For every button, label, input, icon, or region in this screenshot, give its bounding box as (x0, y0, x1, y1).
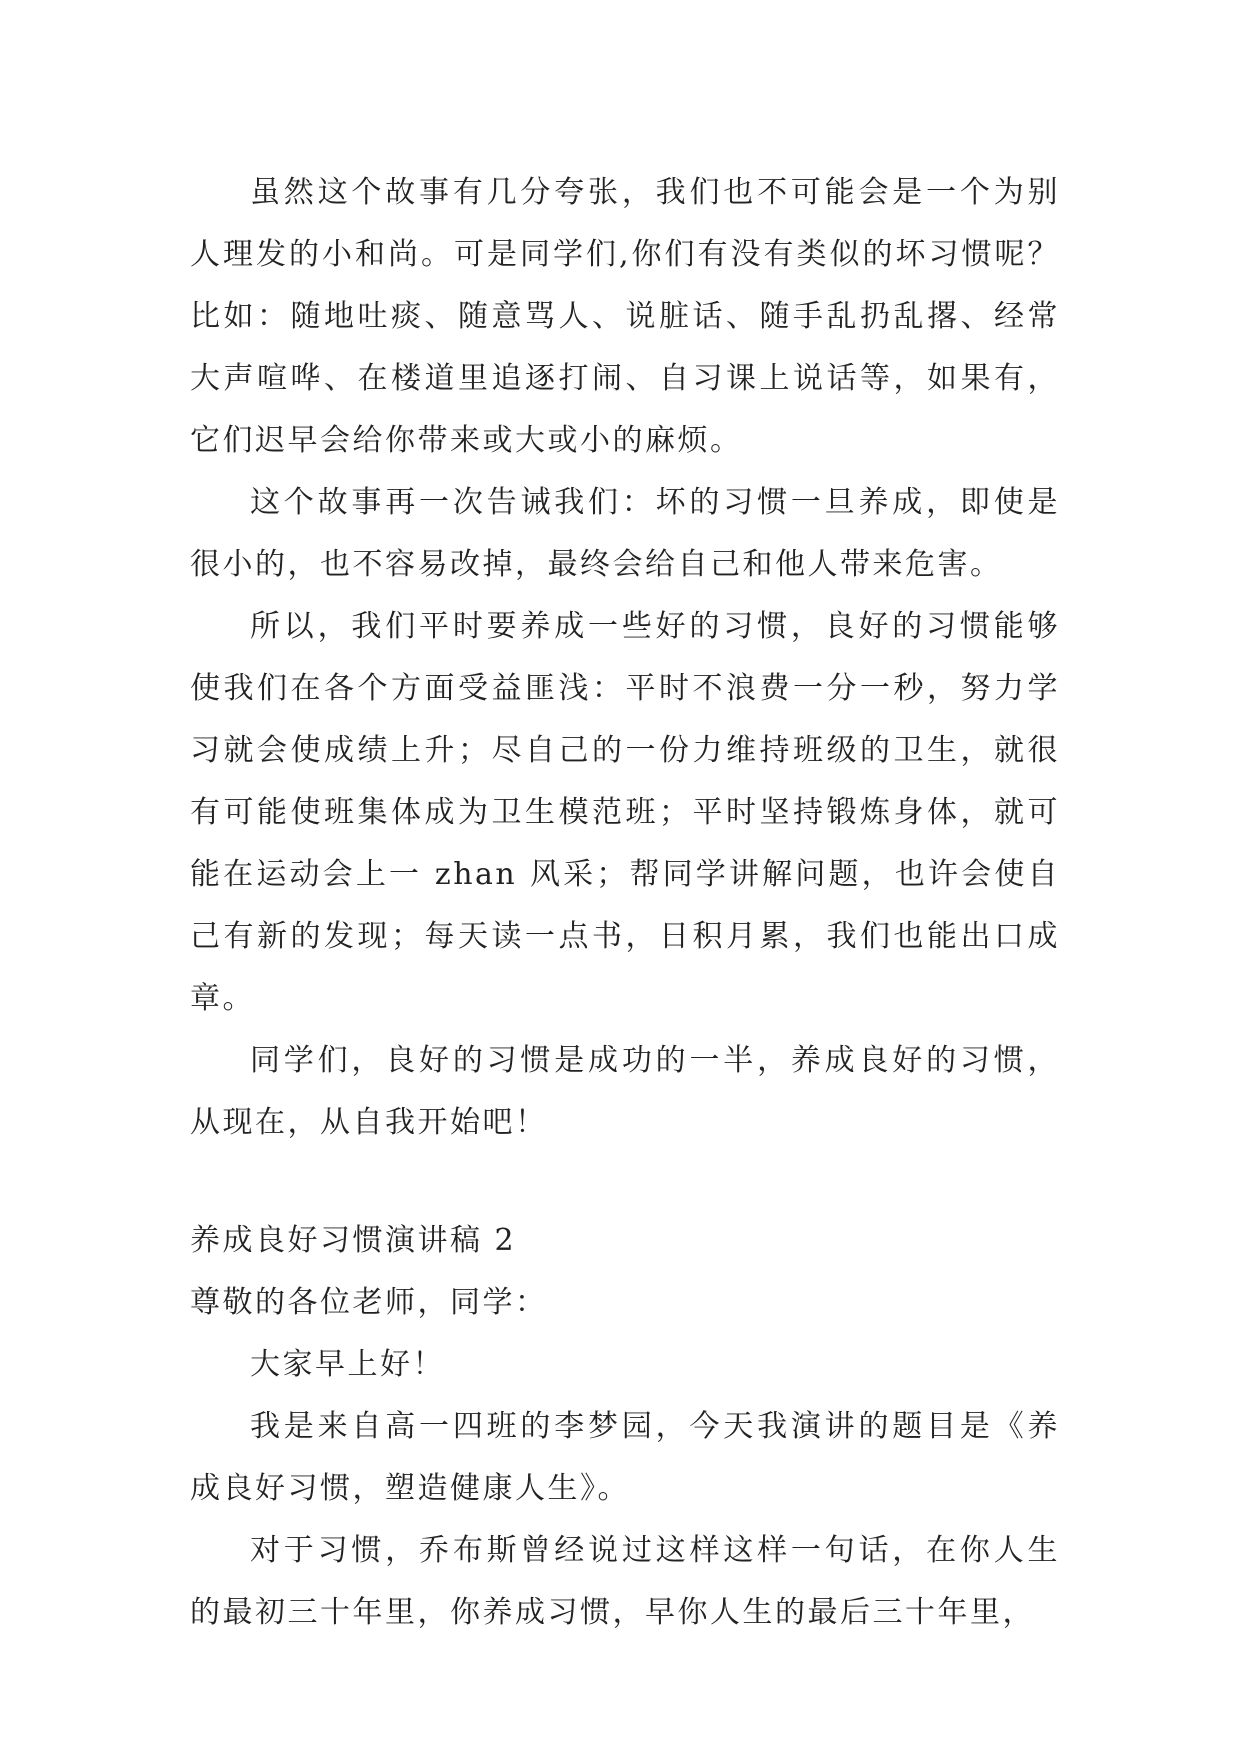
salutation: 尊敬的各位老师，同学： (190, 1285, 548, 1320)
paragraph-introduction: 我是来自高一四班的李梦园，今天我演讲的题目是《养成良好习惯，塑造健康人生》。 (190, 1409, 1060, 1506)
paragraph-story-habits: 虽然这个故事有几分夸张，我们也不可能会是一个为别人理发的小和尚。可是同学们,你们有没有类似的坏习惯呢？比如：随地吐痰、随意骂人、说脏话、随手乱扔乱撂、经常大声喧哗、在楼道里追逐打闹、自习课上说话等，如果有，它们迟早会给你带来或大或小的麻烦。 (190, 175, 1060, 458)
document-body (190, 162, 1060, 1644)
paragraph-jobs-quote: 对于习惯，乔布斯曾经说过这样这样一句话，在你人生的最初三十年里，你养成习惯，早你人生的最后三十年里， (190, 1533, 1060, 1630)
section-title: 养成良好习惯演讲稿 2 (190, 1223, 517, 1258)
paragraph-greeting: 大家早上好！ (250, 1347, 445, 1382)
paragraph-conclusion: 同学们，良好的习惯是成功的一半，养成良好的习惯，从现在，从自我开始吧！ (190, 1043, 1060, 1140)
paragraph-story-lesson: 这个故事再一次告诫我们：坏的习惯一旦养成，即使是很小的，也不容易改掉，最终会给自己和他人带来危害。 (190, 485, 1060, 582)
paragraph-good-habits-benefits: 所以，我们平时要养成一些好的习惯，良好的习惯能够使我们在各个方面受益匪浅：平时不浪费一分一秒，努力学习就会使成绩上升；尽自己的一份力维持班级的卫生，就很有可能使班集体成为卫生模范班；平时坚持锻炼身体，就可能在运动会上一 zhan 风采；帮同学讲解问题，也许会使自己有新的发现；每天读一点书，日积月累，我们也能出口成章。 (190, 609, 1060, 1016)
